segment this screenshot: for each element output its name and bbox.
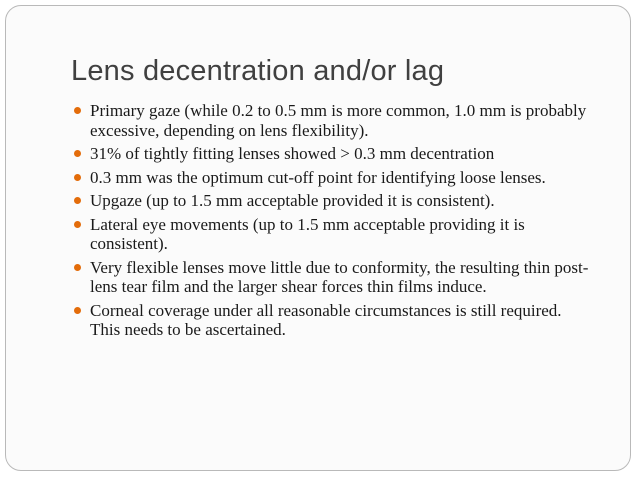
bullet-item (74, 215, 594, 254)
bullet-text: Lateral eye movements (up to 1.5 mm acceptable providing it is consistent). (90, 214, 525, 253)
bullet-dot-icon (74, 307, 81, 314)
bullet-dot-icon (74, 150, 81, 157)
bullet-item (74, 258, 594, 297)
bullet-dot-icon (74, 197, 81, 204)
bullet-dot-icon (74, 264, 81, 271)
bullet-item (74, 144, 594, 164)
bullet-text: Very flexible lenses move little due to conformity, the resulting thin post-lens tear film and the larger shear forces thin films induce. (90, 257, 589, 296)
bullet-list (74, 101, 594, 344)
bullet-dot-icon (74, 221, 81, 228)
bullet-dot-icon (74, 174, 81, 181)
bullet-text: Corneal coverage under all reasonable circumstances is still required. This needs to be ascertained. (90, 300, 562, 339)
bullet-item (74, 301, 594, 340)
bullet-text: Upgaze (up to 1.5 mm acceptable provided it is consistent). (90, 191, 495, 210)
bullet-dot-icon (74, 107, 81, 114)
bullet-text: Primary gaze (while 0.2 to 0.5 mm is more common, 1.0 mm is probably excessive, depending on lens flexibility). (90, 101, 587, 140)
bullet-item (74, 168, 594, 188)
bullet-item (74, 191, 594, 211)
bullet-item (74, 101, 594, 140)
slide-title: Lens decentration and/or lag (71, 55, 445, 87)
bullet-text: 0.3 mm was the optimum cut-off point for identifying loose lenses. (90, 167, 546, 187)
bullet-text: 31% of tightly fitting lenses showed > 0.3 mm decentration (90, 144, 495, 163)
